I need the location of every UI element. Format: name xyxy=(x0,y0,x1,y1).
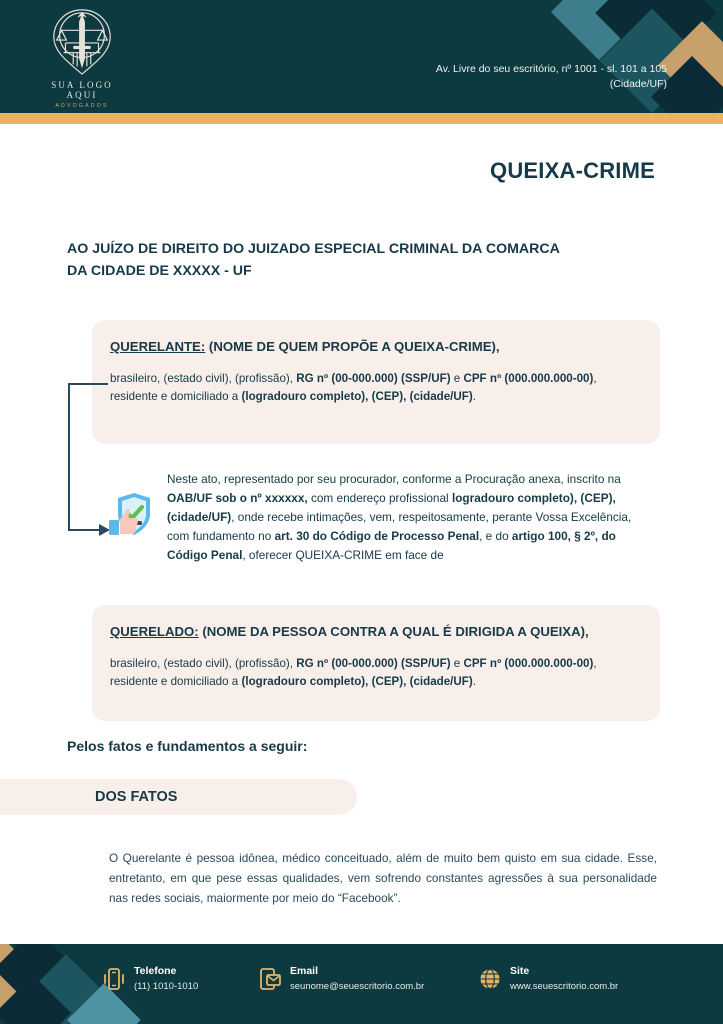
section-title: DOS FATOS xyxy=(95,789,178,805)
querelado-details: brasileiro, (estado civil), (profissão), RG nº (00-000.000) (SSP/UF) e CPF nº (000.000.000-00), residente e domiciliado a (logradouro completo), (CEP), (cidade/UF). xyxy=(110,657,597,688)
page-title: QUEIXA-CRIME xyxy=(490,158,655,183)
addressee-line-2: DA CIDADE DE XXXXX - UF xyxy=(67,263,252,279)
facts-paragraph: O Querelante é pessoa idônea, médico conceituado, além de muito bem quisto em sua cidade. Esse, entretanto, em que pese essas qualidades, vem sofrendo constantes agressões à sua personalidade nas redes sociais, maiormente por meio do “Facebook”. xyxy=(109,851,657,905)
representation-paragraph: Neste ato, representado por seu procurador, conforme a Procuração anexa, inscrito na OAB/UF sob o nº xxxxxx, com endereço profissional logradouro completo), (CEP), (cidade/UF), onde recebe intimações, vem, respeitosamente, perante Vossa Excelência, com fundamento no art. 30 do Código de Processo Penal, e do artigo 100, § 2º, do Código Penal, oferecer QUEIXA-CRIME em face de xyxy=(167,472,632,562)
querelado-label: QUERELADO: xyxy=(110,624,199,639)
firm-logo xyxy=(34,6,130,109)
page-footer xyxy=(0,944,723,1024)
email-envelope-icon xyxy=(258,966,282,992)
address-line-1: Av. Livre do seu escritório, nº 1001 - sl. 101 a 105 xyxy=(435,63,667,75)
querelante-heading xyxy=(110,338,642,356)
querelado-block xyxy=(92,605,660,721)
querelante-label: QUERELANTE: xyxy=(110,339,206,354)
addressee-line-1: AO JUÍZO DE DIREITO DO JUIZADO ESPECIAL CRIMINAL DA COMARCA xyxy=(67,241,560,257)
footer-site-text xyxy=(510,964,618,995)
header-decorative-shapes xyxy=(503,0,723,113)
header-address xyxy=(436,62,667,92)
logo-name: SUA LOGO AQUI xyxy=(51,80,113,100)
logo-subtitle: ADVOGADOS xyxy=(55,103,109,109)
footer-site-value[interactable]: www.seuescritorio.com.br xyxy=(510,981,619,992)
shield-check-thumbsup-icon xyxy=(103,487,157,541)
gold-accent-band xyxy=(0,113,723,124)
section-banner-dos-fatos xyxy=(0,779,357,815)
footer-email-text xyxy=(290,964,424,995)
footer-phone-text xyxy=(134,964,198,995)
facts-intro: Pelos fatos e fundamentos a seguir: xyxy=(67,738,308,754)
address-line-2: (Cidade/UF) xyxy=(609,78,667,90)
phone-vibrate-icon xyxy=(102,966,126,992)
querelado-name: (NOME DA PESSOA CONTRA A QUAL É DIRIGIDA A QUEIXA), xyxy=(202,624,589,639)
querelante-block xyxy=(92,320,660,444)
addressee-heading xyxy=(67,238,657,282)
footer-phone-value[interactable]: (11) 1010-1010 xyxy=(134,981,199,992)
querelante-details: brasileiro, (estado civil), (profissão), RG nº (00-000.000) (SSP/UF) e CPF nº (000.000.000-00), residente e domiciliado a (logradouro completo), (CEP), (cidade/UF). xyxy=(110,372,597,403)
page-header xyxy=(0,0,723,113)
footer-email-value[interactable]: seunome@seuescritorio.com.br xyxy=(290,981,425,992)
querelado-heading xyxy=(110,623,642,641)
footer-email-label: Email xyxy=(290,965,319,977)
footer-phone-label: Telefone xyxy=(134,965,177,977)
scales-sword-justice-icon xyxy=(47,6,117,78)
globe-icon xyxy=(478,966,502,992)
footer-site-label: Site xyxy=(510,965,530,977)
querelante-name: (NOME DE QUEM PROPÕE A QUEIXA-CRIME), xyxy=(208,339,500,354)
